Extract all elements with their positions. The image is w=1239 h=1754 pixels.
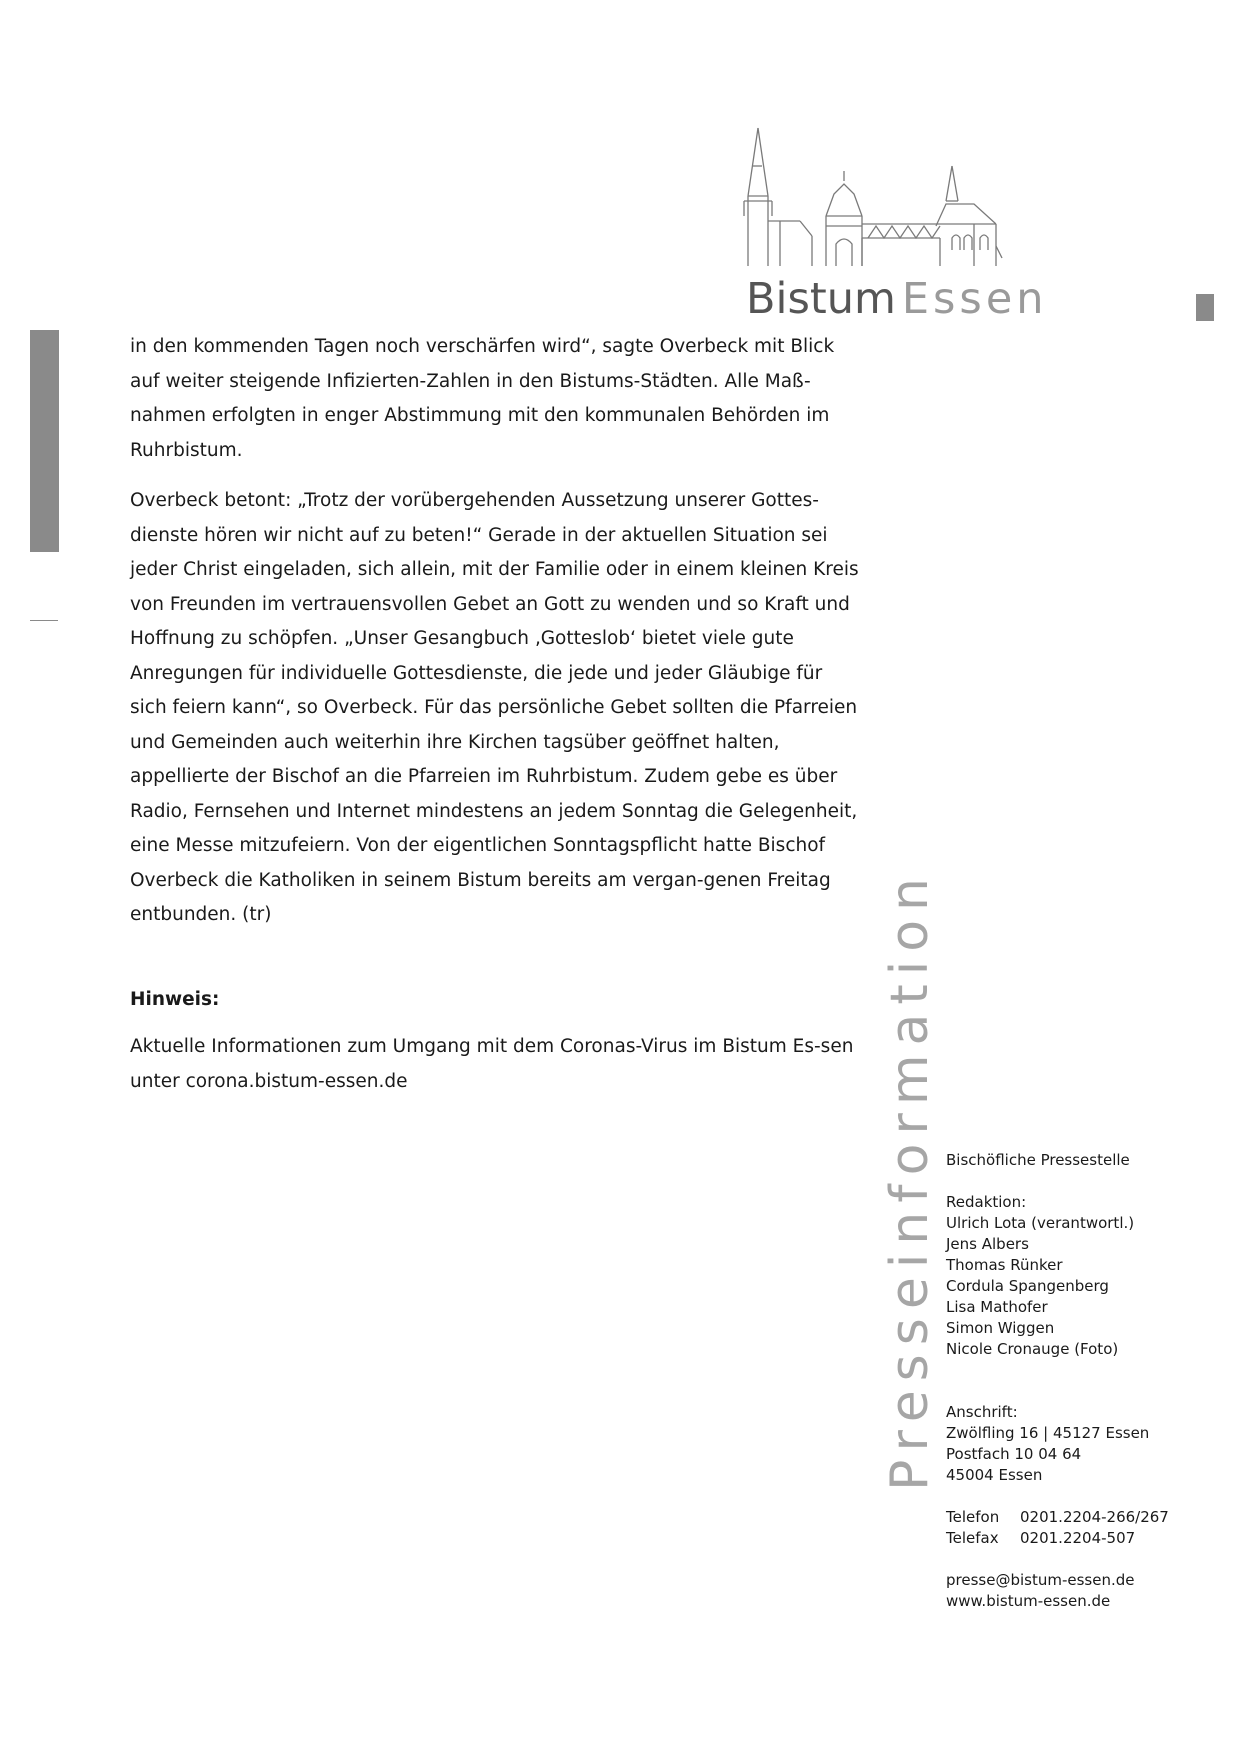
- bistum-essen-logo: [740, 126, 1060, 326]
- left-margin-tick: [30, 620, 58, 621]
- website-link[interactable]: www.bistum-essen.de: [946, 1592, 1111, 1610]
- address-line: Zwölfling 16 | 45127 Essen: [946, 1424, 1150, 1442]
- staff-member: Thomas Rünker: [946, 1256, 1063, 1274]
- phone-number: 0201.2204-266/267: [1020, 1508, 1169, 1526]
- staff-member: Nicole Cronauge (Foto): [946, 1340, 1119, 1358]
- cathedral-drawing-icon: [740, 126, 1010, 286]
- hinweis-heading: Hinweis:: [130, 989, 220, 1010]
- staff-member: Lisa Mathofer: [946, 1298, 1048, 1316]
- contact-block: [946, 1150, 1226, 1612]
- fax-number: 0201.2204-507: [1020, 1529, 1136, 1547]
- article-body: [130, 330, 860, 933]
- redaktion-label: Redaktion:: [946, 1193, 1027, 1211]
- left-margin-bar: [30, 330, 59, 552]
- paragraph-1: in den kommenden Tagen noch verschärfen wird“, sagte Overbeck mit Blick auf weiter steigende Infizierten-Zahlen in den Bistums-Städten. Alle Maß-nahmen erfolgten in enger Abstimmung mit den kommunalen Behörden im Ruhrbistum.: [130, 336, 835, 461]
- email-link[interactable]: presse@bistum-essen.de: [946, 1571, 1135, 1589]
- presseinformation-label: Presseinformation: [880, 869, 940, 1491]
- staff-member: Cordula Spangenberg: [946, 1277, 1109, 1295]
- press-office-name: Bischöfliche Pressestelle: [946, 1151, 1130, 1169]
- anschrift-label: Anschrift:: [946, 1403, 1018, 1421]
- logo-word-bistum: Bistum: [746, 274, 896, 324]
- address-line: Postfach 10 04 64: [946, 1445, 1082, 1463]
- logo-word-essen: Essen: [901, 274, 1048, 324]
- right-margin-marker: [1196, 294, 1214, 321]
- staff-member: Jens Albers: [946, 1235, 1029, 1253]
- paragraph-2: Overbeck betont: „Trotz der vorübergehenden Aussetzung unserer Gottes-dienste hören wir nicht auf zu beten!“ Gerade in der aktuellen Situation sei jeder Christ eingeladen, sich allein, mit der Familie oder in einem kleinen Kreis von Freunden im vertrauensvollen Gebet an Gott zu wenden und so Kraft und Hoffnung zu schöpfen. „Unser Gesangbuch ‚Gotteslob‘ bietet viele gute Anregungen für individuelle Gottesdienste, die jede und jeder Gläubige für sich feiern kann“, so Overbeck. Für das persönliche Gebet sollten die Pfarreien und Gemeinden auch weiterhin ihre Kirchen tagsüber geöffnet halten, appellierte der Bischof an die Pfarreien im Ruhrbistum. Zudem gebe es über Radio, Fernsehen und Internet mindestens an jedem Sonntag die Gelegenheit, eine Messe mitzufeiern. Von der eigentlichen Sonntagspflicht hatte Bischof Overbeck die Katholiken in seinem Bistum bereits am vergan-genen Freitag entbunden. (tr): [130, 490, 859, 925]
- address-line: 45004 Essen: [946, 1466, 1043, 1484]
- phone-row: [946, 1507, 1226, 1528]
- hinweis-text: Aktuelle Informationen zum Umgang mit dem Coronas-Virus im Bistum Es-sen unter corona.bistum-essen.de: [130, 1036, 854, 1092]
- fax-label: Telefax: [946, 1529, 999, 1547]
- fax-row: [946, 1528, 1226, 1549]
- phone-label: Telefon: [946, 1508, 1000, 1526]
- presseinformation-label-area: [880, 869, 940, 1491]
- staff-member: Simon Wiggen: [946, 1319, 1055, 1337]
- staff-member: Ulrich Lota (verantwortl.): [946, 1214, 1135, 1232]
- logo-wordmark: [746, 274, 1048, 324]
